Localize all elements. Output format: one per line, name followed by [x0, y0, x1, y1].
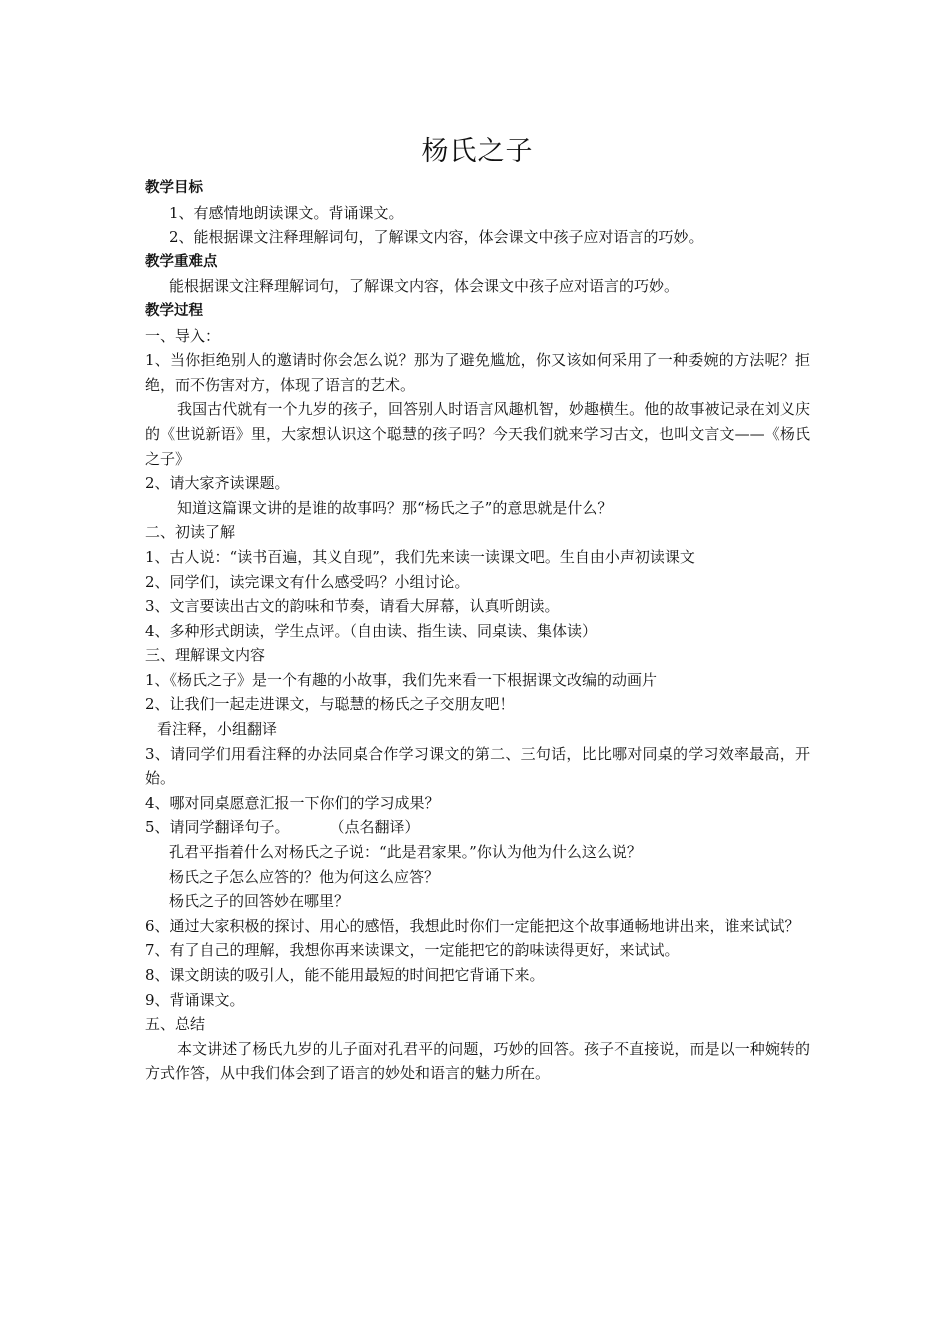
part3-item5: [145, 815, 810, 840]
part3-item4: 4、哪对同桌愿意汇报一下你们的学习成果？: [145, 793, 440, 812]
part2-item1: 1、古人说：“读书百遍，其义自现”，我们先来读一读课文吧。生自由小声初读课文: [145, 547, 695, 566]
part3-note: 看注释，小组翻译: [157, 720, 278, 739]
document-title: 杨氏之子: [421, 136, 534, 167]
goal-1: 1、有感情地朗读课文。背诵课文。: [169, 203, 404, 222]
part3-item9: 9、背诵课文。: [145, 990, 245, 1009]
part1-item2: 2、请大家齐读课题。: [145, 474, 290, 493]
part3-item5-text: 5、请同学翻译句子。: [145, 818, 290, 837]
difficulty-heading: 教学重难点: [145, 253, 218, 270]
part3-item6: 6、通过大家积极的探讨、用心的感悟，我想此时你们一定能把这个故事通畅地讲出来，谁来试试？: [145, 916, 800, 935]
part3-item2: 2、让我们一起走进课文，与聪慧的杨氏之子交朋友吧！: [145, 695, 515, 714]
document-page: [145, 132, 810, 1086]
process-heading: 教学过程: [145, 302, 203, 319]
part3-item5-note: （点名翻译）: [329, 818, 420, 837]
part2-item4: 4、多种形式朗读，学生点评。（自由读、指生读、同桌读、集体读）: [145, 621, 598, 640]
part3-heading: 三、理解课文内容: [145, 646, 266, 665]
part5-text: 本文讲述了杨氏九岁的儿子面对孔君平的问题，巧妙的回答。孩子不直接说，而是以一种婉转的方式作答，从中我们体会到了语言的妙处和语言的魅力所在。: [145, 1039, 810, 1083]
part3-item8: 8、课文朗读的吸引人，能不能用最短的时间把它背诵下来。: [145, 966, 545, 984]
goal-2: 2、能根据课文注释理解词句，了解课文内容，体会课文中孩子应对语言的巧妙。: [169, 228, 704, 247]
part2-item2: 2、同学们，读完课文有什么感受吗？小组讨论。: [145, 572, 470, 591]
part1-item1: 1、当你拒绝别人的邀请时你会怎么说？那为了避免尴尬，你又该如何采用了一种委婉的方法呢？拒绝，而不伤害对方，体现了语言的艺术。: [145, 351, 810, 394]
part3-question-3: 杨氏之子的回答妙在哪里？: [169, 892, 350, 911]
part1-question: 知道这篇课文讲的是谁的故事吗？那“杨氏之子”的意思就是什么？: [177, 498, 613, 517]
difficulty-text: 能根据课文注释理解词句，了解课文内容，体会课文中孩子应对语言的巧妙。: [169, 277, 680, 296]
part1-heading: 一、导入：: [145, 326, 221, 345]
part2-heading: 二、初读了解: [145, 523, 236, 542]
part3-question-2: 杨氏之子怎么应答的？他为何这么应答？: [169, 867, 440, 886]
part2-item3: 3、文言要读出古文的韵味和节奏，请看大屏幕，认真听朗读。: [145, 597, 560, 616]
part3-item3: 3、请同学们用看注释的办法同桌合作学习课文的第二、三句话，比比哪对同桌的学习效率最高，开始。: [145, 744, 810, 788]
part5-heading: 五、总结: [145, 1015, 206, 1034]
part1-paragraph: 我国古代就有一个九岁的孩子，回答别人时语言风趣机智，妙趣横生。他的故事被记录在刘义庆的《世说新语》里，大家想认识这个聪慧的孩子吗？今天我们就来学习古文，也叫文言文——《杨氏之子》: [145, 400, 810, 468]
part3-item7: 7、有了自己的理解，我想你再来读课文，一定能把它的韵味读得更好，来试试。: [145, 941, 680, 960]
part3-question-1: 孔君平指着什么对杨氏之子说：“此是君家果。”你认为他为什么这么说？: [169, 843, 642, 862]
goals-heading: 教学目标: [145, 180, 203, 196]
part3-item1: 1、《杨氏之子》是一个有趣的小故事，我们先来看一下根据课文改编的动画片: [145, 670, 658, 689]
